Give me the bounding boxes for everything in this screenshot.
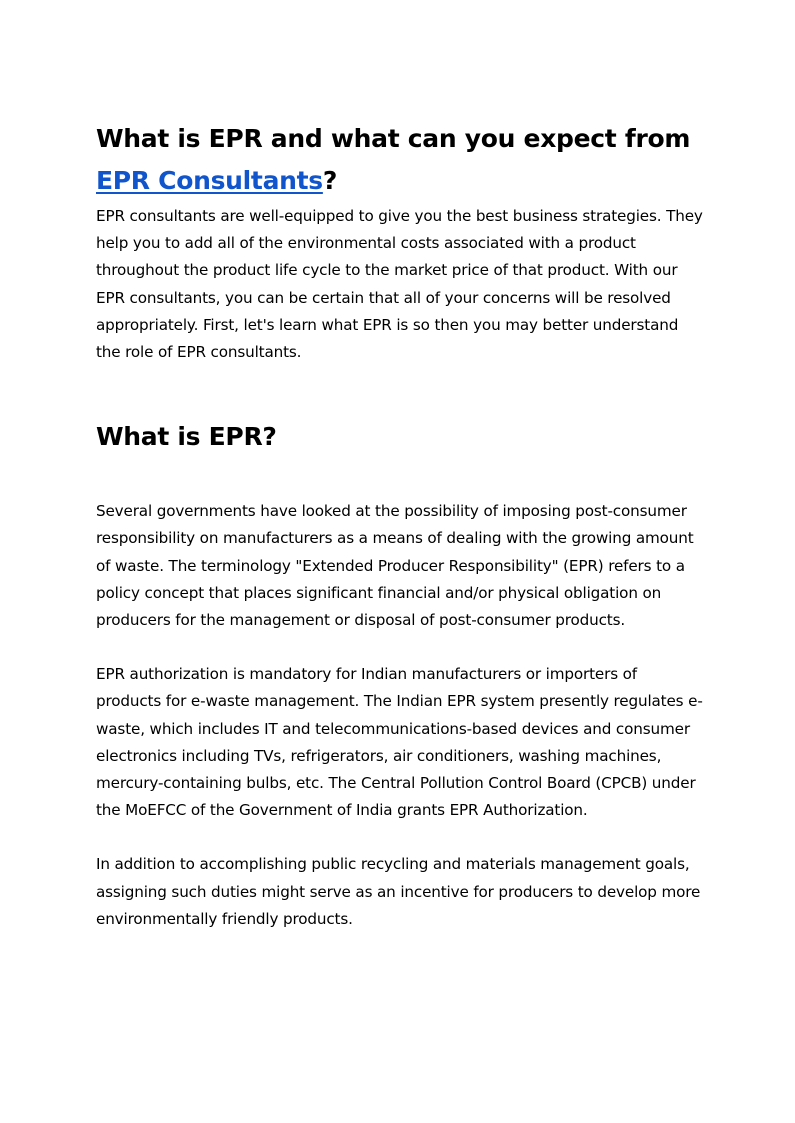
epr-consultants-link[interactable]: EPR Consultants — [96, 166, 323, 195]
heading-what-is-epr-and-consultants — [96, 118, 696, 202]
document-page — [96, 118, 706, 933]
heading-text: What is EPR and what can you expect from — [96, 124, 691, 153]
intro-paragraph: EPR consultants are well-equipped to give you the best business strategies. They help you to add all of the environmental costs associated with a product throughout the product life cycle to the market price of that product. With our EPR consultants, you can be certain that all of your concerns will be resolved appropriately. First, let's learn what EPR is so then you may better understand the role of EPR consultants. — [96, 207, 703, 362]
paragraph-governments: Several governments have looked at the possibility of imposing post-consumer responsibility on manufacturers as a means of dealing with the growing amount of waste. The terminology "Extended Producer Responsibility" (EPR) refers to a policy concept that places significant financial and/or physical obligation on producers for the management or disposal of post-consumer products. — [96, 502, 694, 630]
heading-what-is-epr: What is EPR? — [96, 422, 277, 452]
heading-question-mark: ? — [322, 166, 338, 195]
paragraph-recycling-goals: In addition to accomplishing public recycling and materials management goals, assigning such duties might serve as an incentive for producers to develop more environmentally friendly products. — [96, 855, 701, 928]
paragraph-epr-authorization: EPR authorization is mandatory for Indian manufacturers or importers of products for e-waste management. The Indian EPR system presently regulates e-waste, which includes IT and telecommunications-based devices and consumer electronics including TVs, refrigerators, air conditioners, washing machines, mercury-containing bulbs, etc. The Central Pollution Control Board (CPCB) under the MoEFCC of the Government of India grants EPR Authorization. — [96, 665, 703, 820]
